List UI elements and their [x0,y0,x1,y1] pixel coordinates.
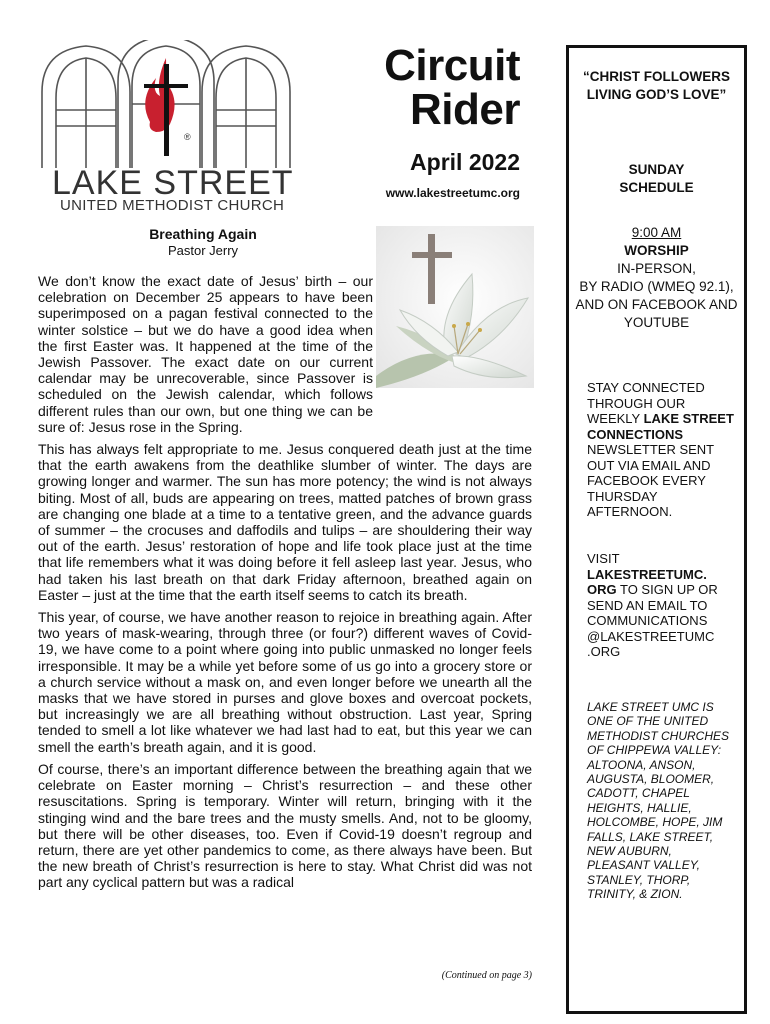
newsletter-name: LAKE STREET CONNECTIONS [587,411,734,442]
church-name: LAKE STREET [52,164,294,202]
visit-text: VISIT [587,551,620,566]
email-text: TO SIGN UP OR SEND AN EMAIL TO COMMUNICATIONS @LAKESTREETUMC .ORG [587,582,718,659]
website-link[interactable]: www.lakestreetumc.org [385,186,520,200]
website-link[interactable]: LAKESTREETUMC. ORG [587,566,707,597]
worship-label: WORSHIP [624,243,689,258]
newsletter-info [587,380,737,520]
article-title: Breathing Again [149,226,257,242]
church-motto: “CHRIST FOLLOWERS LIVING GOD’S LOVE” [583,69,730,102]
schedule-heading [569,161,744,197]
stained-glass-windows-icon [38,40,294,170]
article-body [38,273,532,897]
sidebar-box [566,45,747,1014]
worship-info [569,224,744,332]
worship-detail-1: IN-PERSON, [617,261,696,276]
worship-detail-2: BY RADIO (WMEQ 92.1), AND ON FACEBOOK AND YOUTUBE [575,279,738,330]
article-paragraph: Of course, there’s an important difference between the breathing again that we celebrate on Easter morning – Christ’s resurrection – and these other resuscitations. Spring is temporary. Winter will return, bringing with it the stinging wind and the bare trees and the musty smells. And, not to be gloomy, but there will be other diseases, too. Even if Covid-19 doesn’t regroup and return, there are yet other pandemics to come, as there always have been. But the new breath of Christ’s resurrection is here to stay. What Christ did was not part any cyclical pattern but was a radical [38,760,532,891]
masthead [384,41,520,200]
affiliated-churches: LAKE STREET UMC IS ONE OF THE UNITED METHODIST CHURCHES OF CHIPPEWA VALLEY: ALTOONA, ANSON, AUGUSTA, BLOOMER, CADOTT, CHAPEL HEIGHTS, HALLIE, HOLCOMBE, HOPE, JIM FALLS, LAKE STREET, NEW AUBURN, PLEASANT VALLEY, STANLEY, THORP, TRINITY, & ZION. [587,700,730,902]
signup-info [587,551,737,660]
registered-mark: ® [184,132,191,142]
article-paragraph: We don’t know the exact date of Jesus’ birth – our celebration on December 25 appears to have been superimposed on a pagan festival connected to the winter solstice – but we do have a good idea when the first Easter was. It happened at the time of the Jewish Passover. The exact date on our current calendar may be unrecoverable, since Passover is scheduled on the Jewish calendar, which follows different rules than our own, but one thing we can be sure of: Jesus rose in the Spring. [38,273,373,435]
newsletter-text: STAY CONNECTED THROUGH OUR WEEKLY [587,380,705,426]
newsletter-title-line1: Circuit [384,41,520,90]
church-logo [38,40,294,215]
worship-time: 9:00 AM [631,225,682,240]
schedule-heading-line1: SUNDAY [628,162,685,177]
newsletter-text-end: NEWSLETTER SENT OUT VIA EMAIL AND FACEBOOK EVERY THURSDAY AFTERNOON. [587,442,714,519]
church-subtitle: UNITED METHODIST CHURCH [60,197,285,214]
schedule-heading-line2: SCHEDULE [619,180,694,195]
article-paragraph: This has always felt appropriate to me. Jesus conquered death just at the time that the earth awakens from the deathlike slumber of winter. The days are growing longer and warmer. The sun has more potency; the wind is not always biting. Most of all, buds are appearing on trees, matted patches of brown grass are changing one blade at a time to a tentative green, and the advance guards of summer – the crocuses and daffodils and tulips – are shouldering their way out of the earth. Jesus’ restoration of hope and life took place just at the time that life remembers what it was doing before it fell asleep last year. Jesus, who had taken his last breath on that dark Friday afternoon, breathed again on Easter – just at the time that the earth itself seems to catch its breath. [38,441,532,603]
continued-note: (Continued on page 3) [441,970,532,981]
article-paragraph: This year, of course, we have another reason to rejoice in breathing again. After two years of mask-wearing, through three (or four?) different waves of Covid-19, we have come to a point where going into public unmasked no longer feels irresponsible. It may be a while yet before some of us go into a grocery store or a church service without a mask on, and even longer before we unearth all the masks that we have stored in purses and glove boxes and overcoat pockets, but increasingly we are all breathing without obstruction. Last year, Spring tended to smell a lot like whatever we had last had to eat, but this year we can smell the earth’s breath again, and it is good. [38,609,532,755]
flame-icon [145,58,174,132]
issue-date: April 2022 [410,149,520,175]
article-author: Pastor Jerry [167,243,239,258]
newsletter-title-line2: Rider [410,85,520,134]
